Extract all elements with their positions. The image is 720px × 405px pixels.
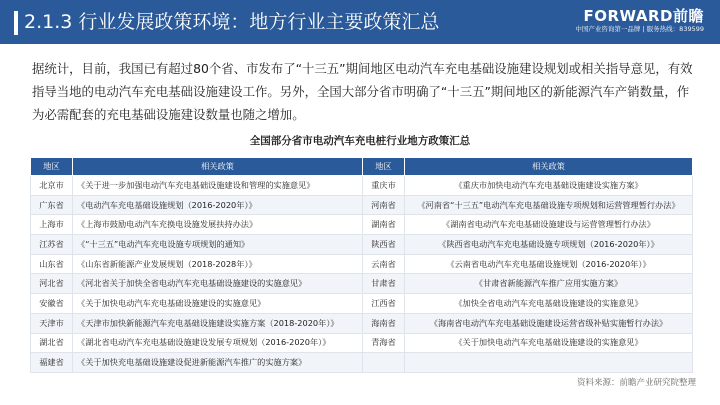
policy-cell: 《山东省新能源产业发展规划（2018-2028年）》 — [73, 254, 363, 274]
table-row — [31, 294, 693, 314]
policy-cell: 《关于加快电动汽车充电基础设施建设的实施意见》 — [73, 294, 363, 314]
policy-cell: 《上海市鼓励电动汽车充换电设施发展扶持办法》 — [73, 215, 363, 235]
region-cell: 陕西省 — [363, 235, 405, 255]
policy-cell: 《加快全省电动汽车充电基础设施建设的实施意见》 — [405, 294, 693, 314]
title-accent-bar — [14, 11, 18, 35]
column-header-region: 地区 — [31, 158, 73, 176]
table-row — [31, 313, 693, 333]
policy-cell: 《甘肃省新能源汽车推广应用实施方案》 — [405, 274, 693, 294]
table-row — [31, 274, 693, 294]
table-header-row — [31, 158, 693, 176]
region-cell: 重庆市 — [363, 176, 405, 196]
region-cell: 湖南省 — [363, 215, 405, 235]
policy-table — [30, 157, 693, 373]
policy-cell: 《电动汽车充电基础设施规划（2016-2020年）》 — [73, 195, 363, 215]
page-title: 2.1.3 行业发展政策环境：地方行业主要政策汇总 — [24, 11, 440, 33]
policy-cell: 《陕西省电动汽车充电基础设施专项规划（2016-2020年）》 — [405, 235, 693, 255]
region-cell: 江西省 — [363, 294, 405, 314]
region-cell: 上海市 — [31, 215, 73, 235]
policy-cell: 《云南省电动汽车充电基础设施规划（2016-2020年）》 — [405, 254, 693, 274]
policy-cell: 《海南省电动汽车充电基础设施建设运营省级补贴实施暂行办法》 — [405, 313, 693, 333]
column-header-policy: 相关政策 — [73, 158, 363, 176]
region-cell: 天津市 — [31, 313, 73, 333]
region-cell: 青海省 — [363, 333, 405, 353]
region-cell: 江苏省 — [31, 235, 73, 255]
source-note: 资料来源：前瞻产业研究院整理 — [576, 378, 696, 388]
table-row — [31, 333, 693, 353]
logo-brand-text: FORWARD前瞻 — [583, 7, 704, 25]
region-cell: 河南省 — [363, 195, 405, 215]
table-row — [31, 353, 693, 373]
policy-cell: 《湖南省电动汽车充电基础设施建设与运营管理暂行办法》 — [405, 215, 693, 235]
logo-tagline: 中国产业咨询第一品牌 | 服务热线：839599 — [575, 25, 704, 33]
policy-cell: 《河南省“十三五”电动汽车充电基础设施专项规划和运营管理暂行办法》 — [405, 195, 693, 215]
table-row — [31, 235, 693, 255]
column-header-policy: 相关政策 — [405, 158, 693, 176]
column-header-region: 地区 — [363, 158, 405, 176]
table-row — [31, 254, 693, 274]
table-row — [31, 195, 693, 215]
policy-cell: 《天津市加快新能源汽车充电基础设施建设实施方案（2018-2020年）》 — [73, 313, 363, 333]
forward-logo — [575, 7, 704, 34]
policy-cell: 《关于加快电动汽车充电基础设施建设的实施意见》 — [405, 333, 693, 353]
region-cell: 海南省 — [363, 313, 405, 333]
policy-cell: 《关于加快充电基础设施建设促进新能源汽车推广的实施方案》 — [73, 353, 363, 373]
region-cell: 广东省 — [31, 195, 73, 215]
region-cell — [363, 353, 405, 373]
policy-cell: 《河北省关于加快全省电动汽车充电基础设施建设的实施意见》 — [73, 274, 363, 294]
region-cell: 甘肃省 — [363, 274, 405, 294]
title-bar — [0, 0, 720, 44]
policy-cell — [405, 353, 693, 373]
region-cell: 山东省 — [31, 254, 73, 274]
policy-cell: 《关于进一步加强电动汽车充电基础设施建设和管理的实施意见》 — [73, 176, 363, 196]
intro-paragraph: 据统计，目前，我国已有超过80个省、市发布了“十三五”期间地区电动汽车充电基础设施建设规划或相关指导意见，有效指导当地的电动汽车充电基础设施建设工作。另外，全国大部分省市明确了“十三五”期间地区的新能源汽车产销数量，作为必需配套的充电基础设施建设数量也随之增加。 — [32, 61, 693, 122]
region-cell: 云南省 — [363, 254, 405, 274]
table-row — [31, 215, 693, 235]
policy-cell: 《重庆市加快电动汽车充电基础设施建设实施方案》 — [405, 176, 693, 196]
region-cell: 湖北省 — [31, 333, 73, 353]
table-row — [31, 176, 693, 196]
region-cell: 河北省 — [31, 274, 73, 294]
region-cell: 北京市 — [31, 176, 73, 196]
table-title: 全国部分省市电动汽车充电桩行业地方政策汇总 — [249, 135, 471, 147]
region-cell: 安徽省 — [31, 294, 73, 314]
region-cell: 福建省 — [31, 353, 73, 373]
policy-cell: 《湖北省电动汽车充电基础设施建设发展专项规划（2016-2020年）》 — [73, 333, 363, 353]
policy-cell: 《“十三五”电动汽车充电设施专项规划的通知》 — [73, 235, 363, 255]
